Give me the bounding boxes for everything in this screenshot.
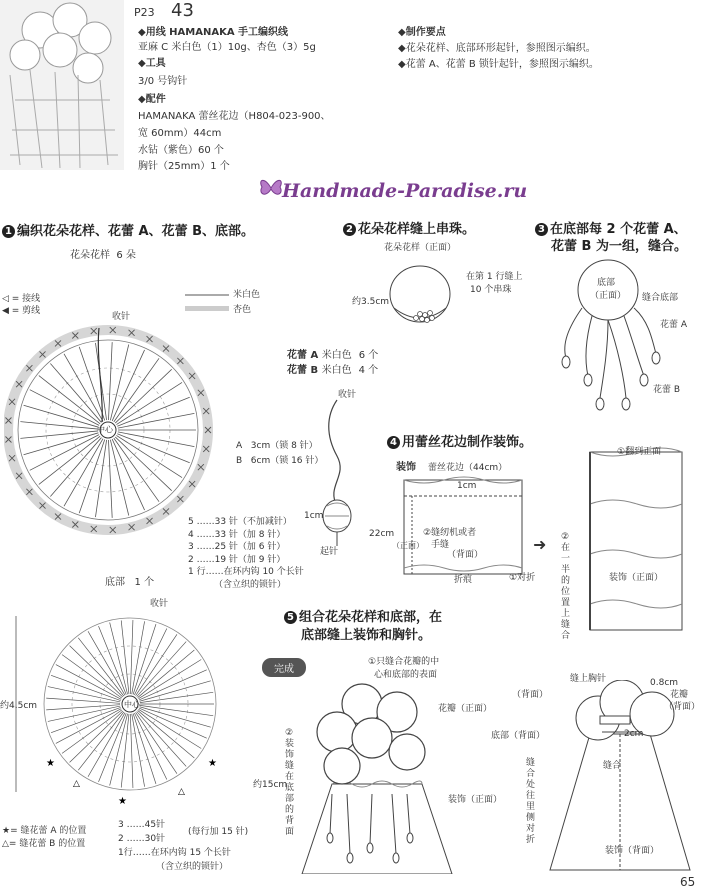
bud-chart	[312, 396, 362, 556]
step2-note-2: 10 个串珠	[470, 285, 512, 295]
color-apricot-label: 杏色	[233, 305, 252, 315]
base-finish-label: 收针	[150, 599, 169, 609]
flower-label	[70, 249, 136, 262]
parts-title: ◆配件	[138, 94, 166, 105]
step5-cm2: 2cm	[624, 729, 644, 739]
base-row-3: 3 ……45针	[118, 820, 166, 830]
flower-stitch	[79, 439, 105, 513]
svg-text:△: △	[178, 787, 185, 797]
base-stitch	[137, 642, 187, 697]
page-label: P23	[134, 6, 155, 19]
step5-sew: 缝合	[603, 761, 622, 771]
assembled-corsage-diagram	[292, 674, 462, 874]
flower-center-label: 中心	[97, 425, 113, 434]
step2-title	[343, 218, 475, 237]
step4-deco: 装饰	[396, 462, 416, 473]
base-stitch	[70, 711, 123, 762]
base-crochet-chart	[8, 606, 228, 816]
flower-stitch	[118, 432, 195, 447]
base-stitch	[46, 705, 120, 710]
step5-cm08: 0.8cm	[650, 678, 679, 688]
materials-title: ◆用线 HAMANAKA 手工编织线	[138, 27, 289, 38]
step3-number: 3	[535, 223, 548, 236]
step1-number: 1	[2, 225, 15, 238]
base-stitch	[140, 705, 213, 715]
flower-finish-label: 收针	[112, 312, 131, 322]
legend-join: ◁ = 接线	[2, 294, 41, 304]
flower-label-text: 花朵花样	[70, 250, 110, 261]
step1-title-text: 编织花朵花样、花蕾 A、花蕾 B、底部。	[17, 224, 255, 239]
beads-line: 水钻（紫色）60 个	[138, 145, 224, 156]
legend-cut: ◀ = 剪线	[2, 306, 41, 316]
base-count: 1 个	[134, 577, 155, 588]
step2-size: 约3.5cm	[352, 297, 390, 307]
step4-lace: 蕾丝花边（44cm）	[428, 463, 508, 473]
step3-sew: 缝合底部	[642, 293, 679, 303]
base-size-label: 约4.5cm	[0, 701, 38, 711]
step4-back: （背面）	[447, 550, 484, 560]
step5-title-1	[284, 606, 442, 625]
row-note-1: 1 行……在环内钩 10 个长针	[188, 567, 304, 577]
base-with-buds-diagram	[548, 258, 688, 428]
step4-fold-half: ①对折	[509, 573, 536, 583]
bud-a-line	[287, 349, 378, 362]
bud-a-key-letter: A	[236, 441, 243, 451]
svg-text:△: △	[73, 779, 80, 789]
bud-b-length: 6cm（锁 16 针）	[250, 456, 324, 466]
bud-b-key-letter: B	[236, 456, 243, 466]
base-increase-note: (每行加 15 针)	[188, 827, 249, 837]
bud-b-line	[287, 364, 378, 377]
step4-deco-front: 装饰（正面）	[609, 573, 664, 583]
done-badge: 完成	[262, 658, 306, 677]
page-number: 65	[680, 875, 696, 889]
step4-title	[387, 431, 532, 450]
step2-number: 2	[343, 223, 356, 236]
step2-title-text: 花朵花样缝上串珠。	[358, 222, 476, 237]
flower-corsage-photo	[0, 0, 124, 170]
step2-note-1: 在第 1 行缝上	[466, 272, 523, 282]
step5-deco-back: 装饰（背面）	[605, 846, 660, 856]
color-white-label: 米白色	[233, 290, 261, 300]
bud-b-color: 米白色	[321, 365, 352, 376]
base-stitch	[133, 714, 156, 784]
bud-a-count: 6 个	[358, 350, 379, 361]
step4-title-text: 用蕾丝花边制作装饰。	[402, 435, 533, 450]
yarn-line: 亚麻 C 米白色（1）10g、杏色（3）5g	[138, 42, 316, 53]
step5-sew-inside: 缝合处往里侧对折	[526, 758, 536, 845]
legend-triangle: △= 缝花蕾 B 的位置	[2, 839, 86, 849]
step3-base: 底部	[597, 278, 616, 288]
step4-flip: ①翻到正面	[617, 447, 662, 457]
base-stitch	[88, 631, 125, 695]
base-stitch	[136, 634, 177, 695]
bud-b-key	[236, 455, 323, 467]
flower-stitch	[116, 382, 182, 424]
base-stitch	[140, 692, 213, 702]
step5-petal: 花瓣	[670, 690, 689, 700]
base-stitch	[137, 711, 187, 766]
step5-deco-front: 装饰（正面）	[448, 795, 503, 805]
lace-line-2: 宽 60mm）44cm	[138, 128, 222, 139]
flower-row-notes	[188, 516, 304, 591]
flower-stitch	[108, 440, 112, 518]
points-title: ◆制作要点	[398, 27, 446, 38]
step2-front-label: 花朵花样（正面）	[384, 243, 457, 253]
flower-stitch	[95, 440, 106, 517]
base-label	[105, 576, 154, 589]
step5-brooch: 缝上胸针	[570, 674, 607, 684]
svg-text:★: ★	[46, 758, 55, 769]
point-1: ◆花朵花样、底部环形起针，参照图示编织。	[398, 43, 596, 54]
step5-note-2: 心和底部的表面	[374, 670, 438, 680]
step4-fold: 折痕	[454, 575, 473, 585]
lace-line-1: HAMANAKA 蕾丝花边（H804-023-900、	[138, 111, 331, 122]
step4-sew-note-2: 手缝	[431, 540, 450, 550]
step5-title-2: 底部缝上装饰和胸针。	[301, 628, 432, 643]
step5-sew-back: ②装饰缝在底部的背面	[285, 728, 295, 837]
base-stitch	[132, 714, 145, 787]
step1-title	[2, 220, 254, 239]
bud-b-count: 4 个	[358, 365, 379, 376]
step5-back-2: （背面）	[664, 702, 701, 712]
base-stitch	[138, 650, 195, 698]
step5-note-1: ①只缝合花瓣的中	[368, 657, 440, 667]
flower-stitch	[24, 433, 99, 455]
step3-bud-b: 花蕾 B	[653, 385, 681, 395]
step3-bud-a: 花蕾 A	[660, 320, 688, 330]
base-stitch	[133, 624, 156, 694]
row-note-4: 4 ……33 针（加 8 针）	[188, 529, 286, 540]
hook-size: 3/0 号钩针	[138, 76, 188, 87]
flower-stitch	[118, 413, 195, 428]
arrow-right-icon: ➜	[533, 535, 547, 554]
step4-number: 4	[387, 436, 400, 449]
base-row-1: 1行……在环内钩 15 个长针	[118, 848, 231, 858]
base-stitch	[138, 710, 195, 758]
step4-1cm: 1cm	[457, 481, 477, 491]
base-stitch	[136, 712, 177, 773]
row-note-3: 3 ……25 针（加 6 针）	[188, 542, 286, 552]
bud-b-label: 花蕾 B	[287, 365, 319, 376]
base-stitch	[56, 665, 121, 700]
flower-stitch	[110, 440, 128, 516]
base-stitch	[132, 621, 145, 694]
svg-text:★: ★	[208, 758, 217, 769]
base-center-label: 中心	[124, 700, 140, 709]
step3-title-text-1: 在底部每 2 个花蕾 A、	[550, 222, 687, 237]
svg-text:★: ★	[118, 796, 127, 807]
base-label-text: 底部	[105, 577, 125, 588]
bud-a-label: 花蕾 A	[287, 350, 319, 361]
base-stitch	[130, 714, 133, 788]
step5-base-back: 底部（背面）	[491, 731, 546, 741]
step4-sew-note-1: ②缝纫机或者	[423, 528, 477, 538]
flower-stitch	[116, 435, 182, 477]
flower-stitch	[20, 422, 98, 429]
color-legend-lines	[185, 292, 231, 314]
bud-a-key	[236, 440, 318, 452]
base-row-2: 2 ……30针	[118, 834, 166, 844]
base-stitch	[134, 629, 166, 696]
base-stitch	[56, 709, 121, 744]
step4-22cm: 22cm	[369, 529, 395, 539]
step5-petal-front: 花瓣（正面）	[438, 704, 493, 714]
step4-gather: ②在一半的位置上缝合	[561, 532, 571, 641]
legend-star: ★= 缝花蕾 A 的位置	[2, 826, 87, 836]
point-2: ◆花蕾 A、花蕾 B 锁针起针，参照图示编织。	[398, 59, 599, 70]
flower-stitch	[110, 344, 128, 420]
watermark: Handmade-Paradise.ru	[282, 180, 528, 202]
flower-count: 6 朵	[116, 250, 136, 261]
step5-size15: 约15cm	[253, 780, 288, 790]
step3-title-2: 花蕾 B 为一组，缝合。	[551, 239, 687, 254]
brooch-line: 胸针（25mm）1 个	[138, 161, 230, 172]
bud-start-label: 起针	[320, 547, 339, 557]
bud-finish-label: 收针	[338, 390, 357, 400]
step3-base-front: （正面）	[590, 291, 627, 301]
flower-stitch	[108, 342, 112, 420]
base-row-1b: （含立织的锁针）	[156, 862, 229, 872]
bud-knob-size: 1cm	[304, 511, 324, 521]
base-stitch	[134, 713, 166, 780]
row-note-5: 5 ……33 针（不加减针）	[188, 517, 292, 527]
butterfly-icon	[258, 176, 284, 200]
base-stitch	[130, 620, 133, 694]
bud-a-length: 3cm（锁 8 针）	[250, 441, 318, 451]
pattern-number: 43	[171, 0, 194, 21]
row-note-2: 2 ……19 针（加 9 针）	[188, 554, 286, 565]
row-note-1b: （含立织的锁针）	[214, 579, 287, 590]
flower-stitch	[20, 431, 98, 438]
bud-a-color: 米白色	[321, 350, 352, 361]
step5-title-text-1: 组合花朵花样和底部，在	[299, 610, 443, 625]
step4-front-vertical: （正面）	[392, 541, 424, 550]
tools-title: ◆工具	[138, 58, 166, 69]
base-stitch	[70, 646, 123, 697]
flower-stitch	[24, 405, 99, 427]
flower-beads-diagram	[380, 262, 460, 332]
step5-number: 5	[284, 611, 297, 624]
step5-back-1: （背面）	[512, 690, 549, 700]
lace-folded-diagram	[582, 444, 692, 634]
base-stitch	[46, 698, 120, 703]
